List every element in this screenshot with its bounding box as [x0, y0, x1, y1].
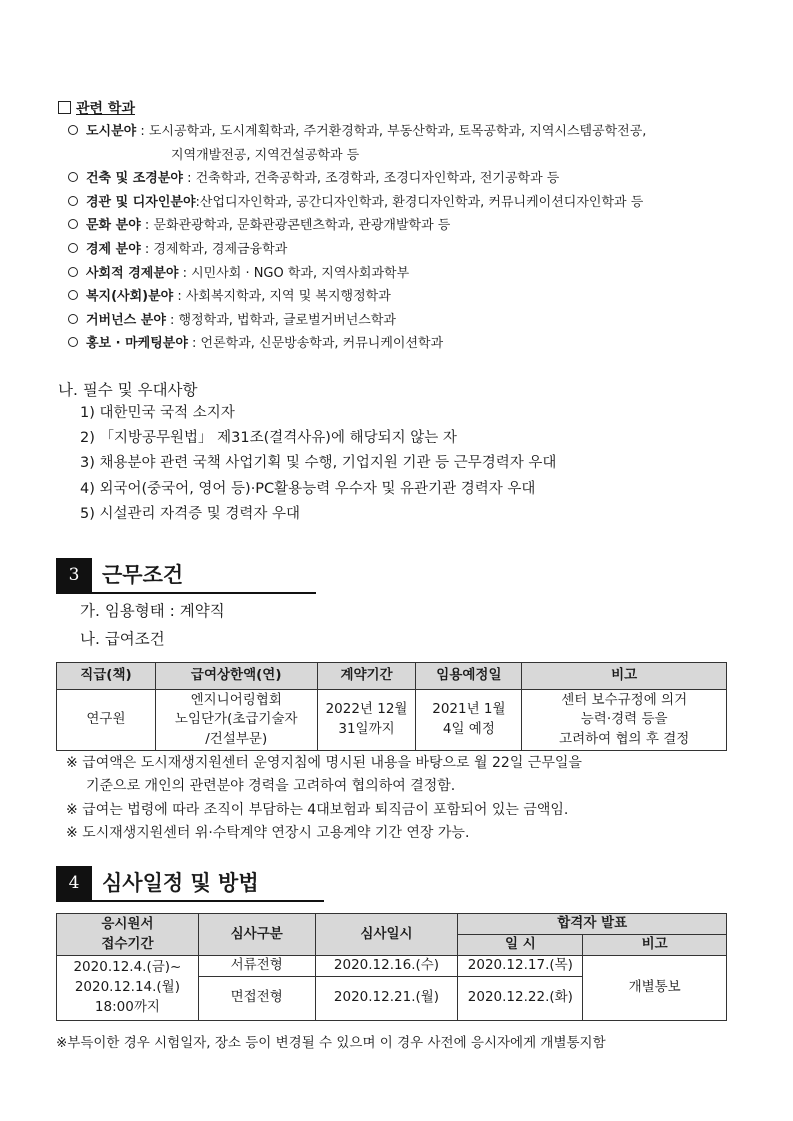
section-title: 심사일정 및 방법: [102, 871, 259, 895]
table-header: 비고: [522, 663, 727, 690]
circle-bullet-icon: [68, 314, 78, 324]
section-number: 4: [56, 866, 92, 900]
table-header-row: [57, 663, 727, 690]
department-list: [68, 120, 646, 356]
list-item: 사회적 경제분야 : 시민사회 · NGO 학과, 지역사회과학부: [68, 262, 646, 286]
list-item: 도시분야 : 도시공학과, 도시계획학과, 주거환경학과, 부동산학과, 토목공학과, 지역시스템공학전공,: [68, 120, 646, 144]
requirements-list: [80, 401, 556, 527]
salary-table: [56, 662, 727, 751]
schedule-table: [56, 913, 727, 1021]
list-item: 복지(사회)분야 : 사회복지학과, 지역 및 복지행정학과: [68, 285, 646, 309]
announce-date-cell: 2020.12.22.(화): [458, 976, 583, 1020]
departments-title: 관련 학과: [58, 98, 135, 118]
list-item: 경관 및 디자인분야:산업디자인학과, 공간디자인학과, 환경디자인학과, 커뮤니케이션디자인학과 등: [68, 191, 646, 215]
exam-type-header: 심사구분: [198, 914, 315, 956]
salary-note: ※ 급여는 법령에 따라 조직이 부담하는 4대보험과 퇴직금이 포함되어 있는 금액임.: [66, 802, 569, 818]
receipt-period-cell: 2020.12.4.(금)~ 2020.12.14.(월) 18:00까지: [57, 956, 199, 1021]
exam-date-cell: 2020.12.16.(수): [315, 956, 458, 977]
announcement-header: 합격자 발표: [458, 914, 727, 935]
table-header-row: [57, 914, 727, 935]
list-item: 2) 「지방공무원법」 제31조(결격사유)에 해당되지 않는 자: [80, 430, 457, 447]
list-item: 건축 및 조경분야 : 건축학과, 건축공학과, 조경학과, 조경디자인학과, 전기공학과 등: [68, 167, 646, 191]
section-3-header: [56, 558, 316, 594]
rank-cell: 연구원: [57, 690, 156, 751]
salary-note: ※ 도시재생지원센터 위·수탁계약 연장시 고용계약 기간 연장 가능.: [66, 825, 470, 841]
table-row: [57, 956, 727, 977]
salary-cell: 엔지니어링협회 노임단가(초급기술자 /건설부문): [155, 690, 317, 751]
list-item: 3) 채용분야 관련 국책 사업기획 및 수행, 기업지원 기관 등 근무경력자 우대: [80, 455, 557, 472]
table-row: [57, 690, 727, 751]
table-header: 임용예정일: [416, 663, 522, 690]
section-title: 근무조건: [102, 563, 184, 587]
circle-bullet-icon: [68, 337, 78, 347]
list-item: 5) 시설관리 자격증 및 경력자 우대: [80, 505, 301, 522]
exam-date-cell: 2020.12.21.(월): [315, 976, 458, 1020]
circle-bullet-icon: [68, 196, 78, 206]
list-item: 문화 분야 : 문화관광학과, 문화관광콘텐츠학과, 관광개발학과 등: [68, 214, 646, 238]
section-4-header: [56, 866, 324, 902]
list-item: 경제 분야 : 경제학과, 경제금융학과: [68, 238, 646, 262]
circle-bullet-icon: [68, 172, 78, 182]
requirements-title: 나. 필수 및 우대사항: [58, 381, 198, 399]
announce-note-cell: 개별통보: [583, 956, 727, 1021]
start-date-cell: 2021년 1월 4일 예정: [416, 690, 522, 751]
list-item: 4) 외국어(중국어, 영어 등)·PC활용능력 우수자 및 유관기관 경력자 우대: [80, 480, 536, 497]
table-header: 급여상한액(연): [155, 663, 317, 690]
section-number: 3: [56, 558, 92, 592]
exam-type-cell: 서류전형: [198, 956, 315, 977]
list-item: 거버넌스 분야 : 행정학과, 법학과, 글로벌거버넌스학과: [68, 309, 646, 333]
circle-bullet-icon: [68, 243, 78, 253]
announce-date-cell: 2020.12.17.(목): [458, 956, 583, 977]
contract-period-cell: 2022년 12월 31일까지: [317, 690, 416, 751]
list-item: 1) 대한민국 국적 소지자: [80, 405, 235, 421]
announcement-note-header: 비고: [583, 935, 727, 956]
table-header: 계약기간: [317, 663, 416, 690]
salary-note-continuation: 기준으로 개인의 관련분야 경력을 고려하여 협의하여 결정함.: [86, 778, 456, 794]
circle-bullet-icon: [68, 290, 78, 300]
circle-bullet-icon: [68, 219, 78, 229]
table-header: 직급(책): [57, 663, 156, 690]
circle-bullet-icon: [68, 267, 78, 277]
note-cell: 센터 보수규정에 의거 능력·경력 등을 고려하여 협의 후 결정: [522, 690, 727, 751]
exam-type-cell: 면접전형: [198, 976, 315, 1020]
announcement-date-header: 일 시: [458, 935, 583, 956]
checkbox-square-icon: [58, 101, 71, 114]
receipt-period-header: 응시원서 접수기간: [57, 914, 199, 956]
employment-type: 가. 임용형태 : 계약직: [80, 602, 225, 620]
circle-bullet-icon: [68, 125, 78, 135]
salary-note: ※ 급여액은 도시재생지원센터 운영지침에 명시된 내용을 바탕으로 월 22일 근무일을: [66, 755, 582, 771]
exam-date-header: 심사일시: [315, 914, 458, 956]
list-item-continuation: 지역개발전공, 지역건설공학과 등: [171, 147, 360, 163]
schedule-footnote: ※부득이한 경우 시험일자, 장소 등이 변경될 수 있으며 이 경우 사전에 응시자에게 개별통지함: [56, 1035, 606, 1051]
list-item: 홍보 · 마케팅분야 : 언론학과, 신문방송학과, 커뮤니케이션학과: [68, 332, 646, 356]
salary-title: 나. 급여조건: [80, 630, 165, 648]
